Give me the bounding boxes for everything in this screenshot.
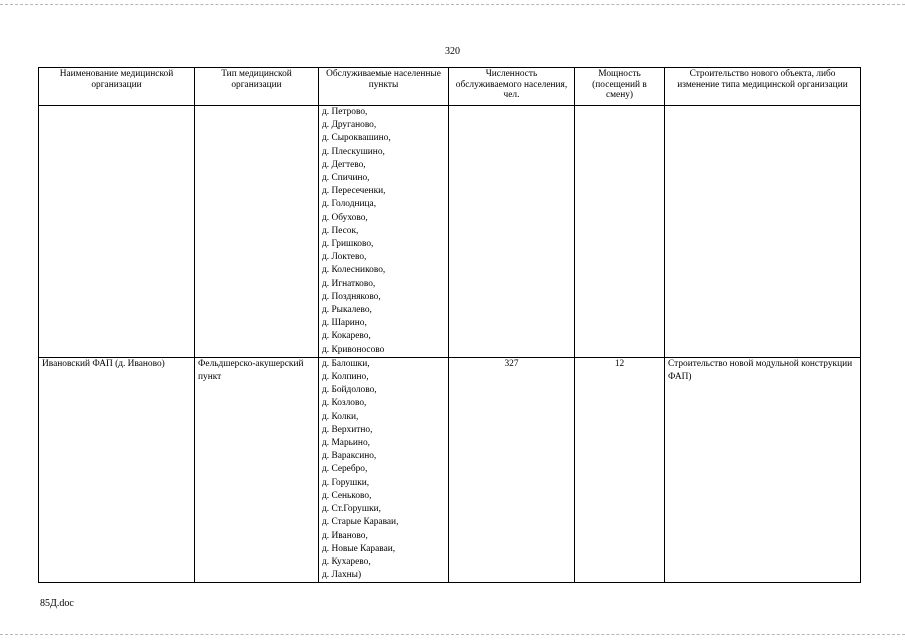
header-org-type: Тип медицинской организации: [195, 68, 319, 106]
settlement-item: д. Новые Караваи,: [322, 543, 396, 554]
settlement-item: д. Спичино,: [322, 173, 370, 184]
settlement-list: [322, 358, 445, 582]
settlement-item: д. Бойдолово,: [322, 385, 377, 396]
settlement-item: д. Марьино,: [322, 438, 370, 449]
settlement-item: д. Поздняково,: [322, 291, 381, 302]
settlement-item: д. Друганово,: [322, 120, 377, 131]
cell-capacity: 12: [575, 357, 665, 582]
settlement-item: д. Рыкалево,: [322, 305, 372, 316]
settlement-item: д. Петрово,: [322, 107, 368, 117]
scan-noise-bottom: [0, 634, 905, 635]
medical-organizations-table: [38, 67, 861, 583]
page-number: 320: [445, 46, 460, 57]
header-construction: Строительство нового объекта, либо изменение типа медицинской организации: [665, 68, 861, 106]
table-row: [39, 106, 861, 358]
settlement-item: д. Пересеченки,: [322, 186, 386, 197]
table-row: [39, 357, 861, 582]
settlement-item: д. Лахны): [322, 570, 362, 581]
settlement-item: д. Иваново,: [322, 530, 368, 541]
document-filename: 85Д.doc: [40, 598, 74, 609]
table-body: [39, 106, 861, 583]
table-header: [39, 68, 861, 106]
cell-settlements: [319, 357, 449, 582]
settlement-item: д. Серебро,: [322, 464, 368, 475]
cell-population: [449, 106, 575, 358]
settlement-item: д. Кривоносово: [322, 344, 385, 355]
header-population: Численность обслуживаемого населения, чел.: [449, 68, 575, 106]
settlement-item: д. Кухарево,: [322, 556, 371, 567]
settlement-item: д. Игнатково,: [322, 278, 376, 289]
cell-construction: Строительство новой модульной конструкции ФАП): [665, 357, 861, 582]
cell-org-type: [195, 106, 319, 358]
settlement-item: д. Козлово,: [322, 398, 367, 409]
settlement-item: д. Старые Караваи,: [322, 517, 399, 528]
settlement-item: д. Гришково,: [322, 239, 374, 250]
settlement-item: д. Песок,: [322, 225, 359, 236]
settlement-item: д. Локтево,: [322, 252, 367, 263]
settlement-item: д. Голодница,: [322, 199, 377, 210]
cell-settlements: [319, 106, 449, 358]
settlement-item: д. Балошки,: [322, 358, 370, 369]
settlement-item: д. Ст.Горушки,: [322, 504, 381, 515]
header-settlements: Обслуживаемые населенные пункты: [319, 68, 449, 106]
settlement-item: д. Сыроквашино,: [322, 133, 391, 144]
settlement-item: д. Горушки,: [322, 477, 370, 488]
cell-org-type: Фельдшерско-акушерский пункт: [195, 357, 319, 582]
settlement-item: д. Дегтево,: [322, 159, 366, 170]
settlement-item: д. Колпино,: [322, 372, 369, 383]
settlement-item: д. Вараксино,: [322, 451, 377, 462]
cell-population: 327: [449, 357, 575, 582]
cell-org-name: Ивановский ФАП (д. Иваново): [39, 357, 195, 582]
settlement-item: д. Шарино,: [322, 318, 367, 329]
settlement-item: д. Обухово,: [322, 212, 368, 223]
settlement-item: д. Кокарево,: [322, 331, 371, 342]
cell-construction: [665, 106, 861, 358]
header-org-name: Наименование медицинской организации: [39, 68, 195, 106]
settlement-item: д. Колки,: [322, 411, 359, 422]
header-capacity: Мощность (посещений в смену): [575, 68, 665, 106]
header-row: [39, 68, 861, 106]
settlement-list: [322, 106, 445, 357]
settlement-item: д. Плескушино,: [322, 146, 385, 157]
cell-capacity: [575, 106, 665, 358]
settlement-item: д. Колесниково,: [322, 265, 386, 276]
settlement-item: д. Сеньково,: [322, 490, 372, 501]
cell-org-name: [39, 106, 195, 358]
scan-noise-top: [0, 4, 905, 5]
settlement-item: д. Верхитно,: [322, 424, 373, 435]
